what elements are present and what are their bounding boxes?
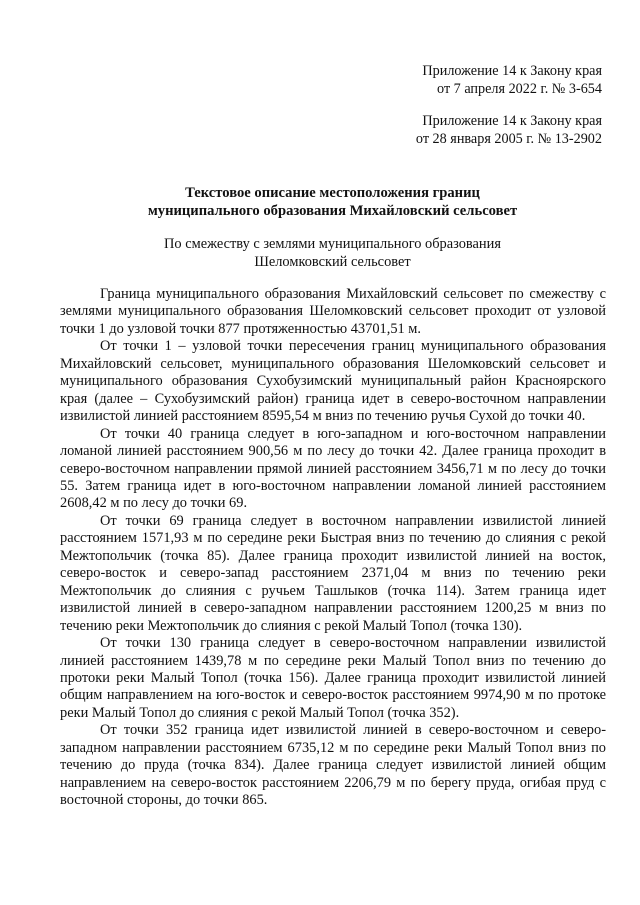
document-title-line-2: муниципального образования Михайловский сельсовет xyxy=(147,203,518,219)
section-subtitle-line-1: По смежеству с землями муниципального образования xyxy=(164,236,501,252)
appendix-original-line-2: от 28 января 2005 г. № 13-2902 xyxy=(415,131,602,147)
document-title xyxy=(60,184,605,220)
document-title-line-1: Текстовое описание местоположения границ xyxy=(185,185,480,201)
section-subtitle-line-2: Шеломковский сельсовет xyxy=(254,254,411,270)
section-subtitle xyxy=(60,235,605,271)
body-paragraph: От точки 352 граница идет извилистой линией в северо-восточном и северо-западном направлении расстоянием 6735,12 м по середине реки Малый Топол вниз по течению до пруда (точка 834). Далее граница следует извилистой линией общим направлением на северо-восток расстоянием 2206,79 м по берегу пруда, огибая пруд с восточной стороны, до точки 865. xyxy=(60,722,606,809)
appendix-current-line-1: Приложение 14 к Закону края xyxy=(422,63,602,79)
appendix-current-reference xyxy=(422,62,602,98)
appendix-current-line-2: от 7 апреля 2022 г. № 3-654 xyxy=(437,81,602,97)
body-paragraph: От точки 40 граница следует в юго-западном и юго-восточном направлении ломаной линией расстоянием 900,56 м по лесу до точки 42. Далее граница проходит в северо-восточном направлении прямой линией расстоянием 3456,71 м по лесу до точки 55. Затем граница идет в юго-восточном направлении ломаной линией расстоянием 2608,42 м по лесу до точки 69. xyxy=(60,425,606,512)
appendix-original-reference xyxy=(416,112,602,148)
body-paragraph: Граница муниципального образования Михайловский сельсовет по смежеству с землями муниципального образования Шеломковский сельсовет проходит от узловой точки 1 до узловой точки 877 протяженностью 43701,51 м. xyxy=(60,286,606,337)
body-paragraph: От точки 69 граница следует в восточном направлении извилистой линией расстоянием 1571,93 м по середине реки Быстрая вниз по течению до слияния с рекой Межтопольчик (точка 85). Далее граница проходит извилистой линией на восток, северо-восток и северо-запад расстоянием 2371,04 м вниз по течению реки Межтопольчик до слияния с ручьем Ташлыков (точка 114). Затем граница идет извилистой линией в северо-западном направлении расстоянием 1200,25 м вниз по течению реки Межтопольчик до слияния с рекой Малый Топол (точка 130). xyxy=(60,512,606,634)
body-paragraph: От точки 130 граница следует в северо-восточном направлении извилистой линией расстоянием 1439,78 м по середине реки Малый Топол вниз по течению до протоки реки Малый Топол (точка 156). Далее граница проходит извилистой линией общим направлением на юго-восток и северо-восток расстоянием 9974,90 м по протоке реки Малый Топол до слияния с рекой Малый Топол (точка 352). xyxy=(60,635,606,721)
body-paragraph: От точки 1 – узловой точки пересечения границ муниципального образования Михайловский сельсовет, муниципального образования Шеломковский сельсовет и муниципального образования Сухобузимский муниципальный район Красноярского края (далее – Сухобузимский район) граница идет в северо-восточном направлении извилистой линией расстоянием 8595,54 м вниз по течению ручья Сухой до точки 40. xyxy=(60,338,606,425)
appendix-original-line-1: Приложение 14 к Закону края xyxy=(422,113,602,129)
document-body xyxy=(60,286,606,810)
